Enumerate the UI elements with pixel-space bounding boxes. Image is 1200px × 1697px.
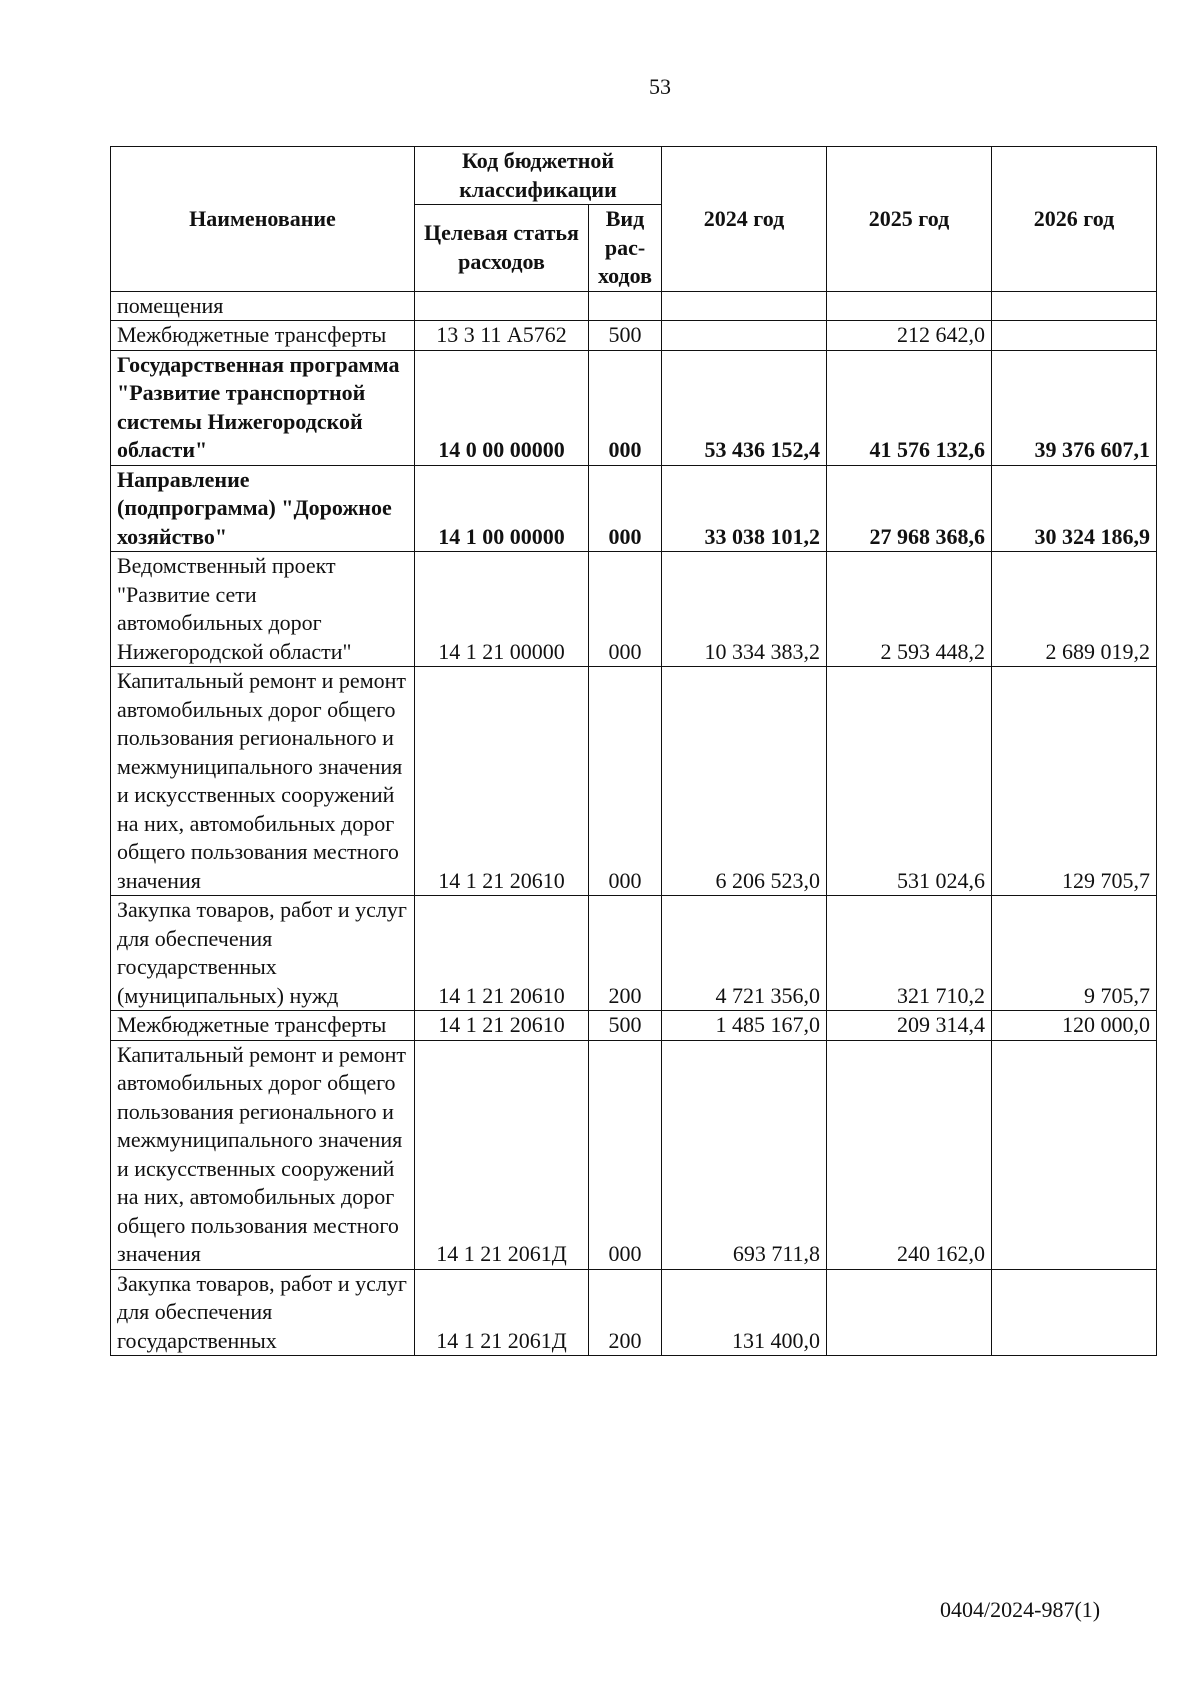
- row-name: Межбюджетные трансферты: [111, 321, 415, 351]
- table-row: [111, 1269, 1157, 1356]
- row-kind: 000: [589, 1040, 662, 1269]
- row-2024: 33 038 101,2: [662, 465, 827, 552]
- row-2025: 212 642,0: [827, 321, 992, 351]
- row-name: Ведомственный проект "Развитие сети автомобильных дорог Нижегородской области": [111, 552, 415, 667]
- row-2026: 39 376 607,1: [992, 350, 1157, 465]
- row-2026: [992, 291, 1157, 321]
- row-code: 14 1 21 20610: [415, 667, 589, 896]
- header-expense-kind: Вид рас-ходов: [589, 205, 662, 292]
- table-row: [111, 321, 1157, 351]
- row-2024: 53 436 152,4: [662, 350, 827, 465]
- row-kind: 200: [589, 1269, 662, 1356]
- row-2026: 120 000,0: [992, 1011, 1157, 1041]
- row-2025: 41 576 132,6: [827, 350, 992, 465]
- page-number: 53: [649, 74, 671, 99]
- row-code: 13 3 11 А5762: [415, 321, 589, 351]
- row-name: помещения: [111, 291, 415, 321]
- row-2025: [827, 1269, 992, 1356]
- row-code: 14 1 21 20610: [415, 1011, 589, 1041]
- row-kind: 500: [589, 1011, 662, 1041]
- row-2026: 129 705,7: [992, 667, 1157, 896]
- budget-table: [110, 146, 1157, 1356]
- header-2024: 2024 год: [662, 147, 827, 292]
- row-kind: 000: [589, 350, 662, 465]
- document-code: 0404/2024-987(1): [940, 1597, 1101, 1622]
- row-name: Капитальный ремонт и ремонт автомобильных дорог общего пользования регионального и межмуниципального значения и искусственных сооружений на них, автомобильных дорог общего пользования местного значения: [111, 667, 415, 896]
- table-row: [111, 1011, 1157, 1041]
- header-name: Наименование: [111, 147, 415, 292]
- row-2026: 30 324 186,9: [992, 465, 1157, 552]
- table-row: [111, 465, 1157, 552]
- row-2025: 240 162,0: [827, 1040, 992, 1269]
- row-2026: 9 705,7: [992, 896, 1157, 1011]
- header-2026: 2026 год: [992, 147, 1157, 292]
- table-row: [111, 1040, 1157, 1269]
- row-2024: 1 485 167,0: [662, 1011, 827, 1041]
- row-name: Государственная программа "Развитие транспортной системы Нижегородской области": [111, 350, 415, 465]
- row-2025: 27 968 368,6: [827, 465, 992, 552]
- row-name: Направление (подпрограмма) "Дорожное хозяйство": [111, 465, 415, 552]
- header-2025: 2025 год: [827, 147, 992, 292]
- row-name: Межбюджетные трансферты: [111, 1011, 415, 1041]
- row-2024: [662, 291, 827, 321]
- row-kind: 200: [589, 896, 662, 1011]
- row-2024: 10 334 383,2: [662, 552, 827, 667]
- row-code: [415, 291, 589, 321]
- table-row: [111, 291, 1157, 321]
- row-name: Закупка товаров, работ и услуг для обеспечения государственных (муниципальных) нужд: [111, 896, 415, 1011]
- row-kind: 500: [589, 321, 662, 351]
- table-row: [111, 350, 1157, 465]
- row-2025: [827, 291, 992, 321]
- row-2026: [992, 1269, 1157, 1356]
- row-kind: [589, 291, 662, 321]
- row-code: 14 1 21 00000: [415, 552, 589, 667]
- row-name: Закупка товаров, работ и услуг для обеспечения государственных: [111, 1269, 415, 1356]
- header-budget-code: Код бюджетной классификации: [415, 147, 662, 205]
- row-code: 14 1 00 00000: [415, 465, 589, 552]
- header-target-article: Целевая статья расходов: [415, 205, 589, 292]
- row-2024: 6 206 523,0: [662, 667, 827, 896]
- row-kind: 000: [589, 552, 662, 667]
- row-2025: 531 024,6: [827, 667, 992, 896]
- table-row: [111, 896, 1157, 1011]
- row-2025: 321 710,2: [827, 896, 992, 1011]
- table-row: [111, 667, 1157, 896]
- row-code: 14 1 21 2061Д: [415, 1040, 589, 1269]
- row-2026: [992, 321, 1157, 351]
- row-2025: 2 593 448,2: [827, 552, 992, 667]
- row-code: 14 0 00 00000: [415, 350, 589, 465]
- row-code: 14 1 21 20610: [415, 896, 589, 1011]
- row-kind: 000: [589, 465, 662, 552]
- table-row: [111, 552, 1157, 667]
- row-2026: 2 689 019,2: [992, 552, 1157, 667]
- row-name: Капитальный ремонт и ремонт автомобильных дорог общего пользования регионального и межмуниципального значения и искусственных сооружений на них, автомобильных дорог общего пользования местного значения: [111, 1040, 415, 1269]
- row-2025: 209 314,4: [827, 1011, 992, 1041]
- row-kind: 000: [589, 667, 662, 896]
- row-code: 14 1 21 2061Д: [415, 1269, 589, 1356]
- row-2024: 693 711,8: [662, 1040, 827, 1269]
- row-2024: 131 400,0: [662, 1269, 827, 1356]
- row-2024: 4 721 356,0: [662, 896, 827, 1011]
- row-2024: [662, 321, 827, 351]
- row-2026: [992, 1040, 1157, 1269]
